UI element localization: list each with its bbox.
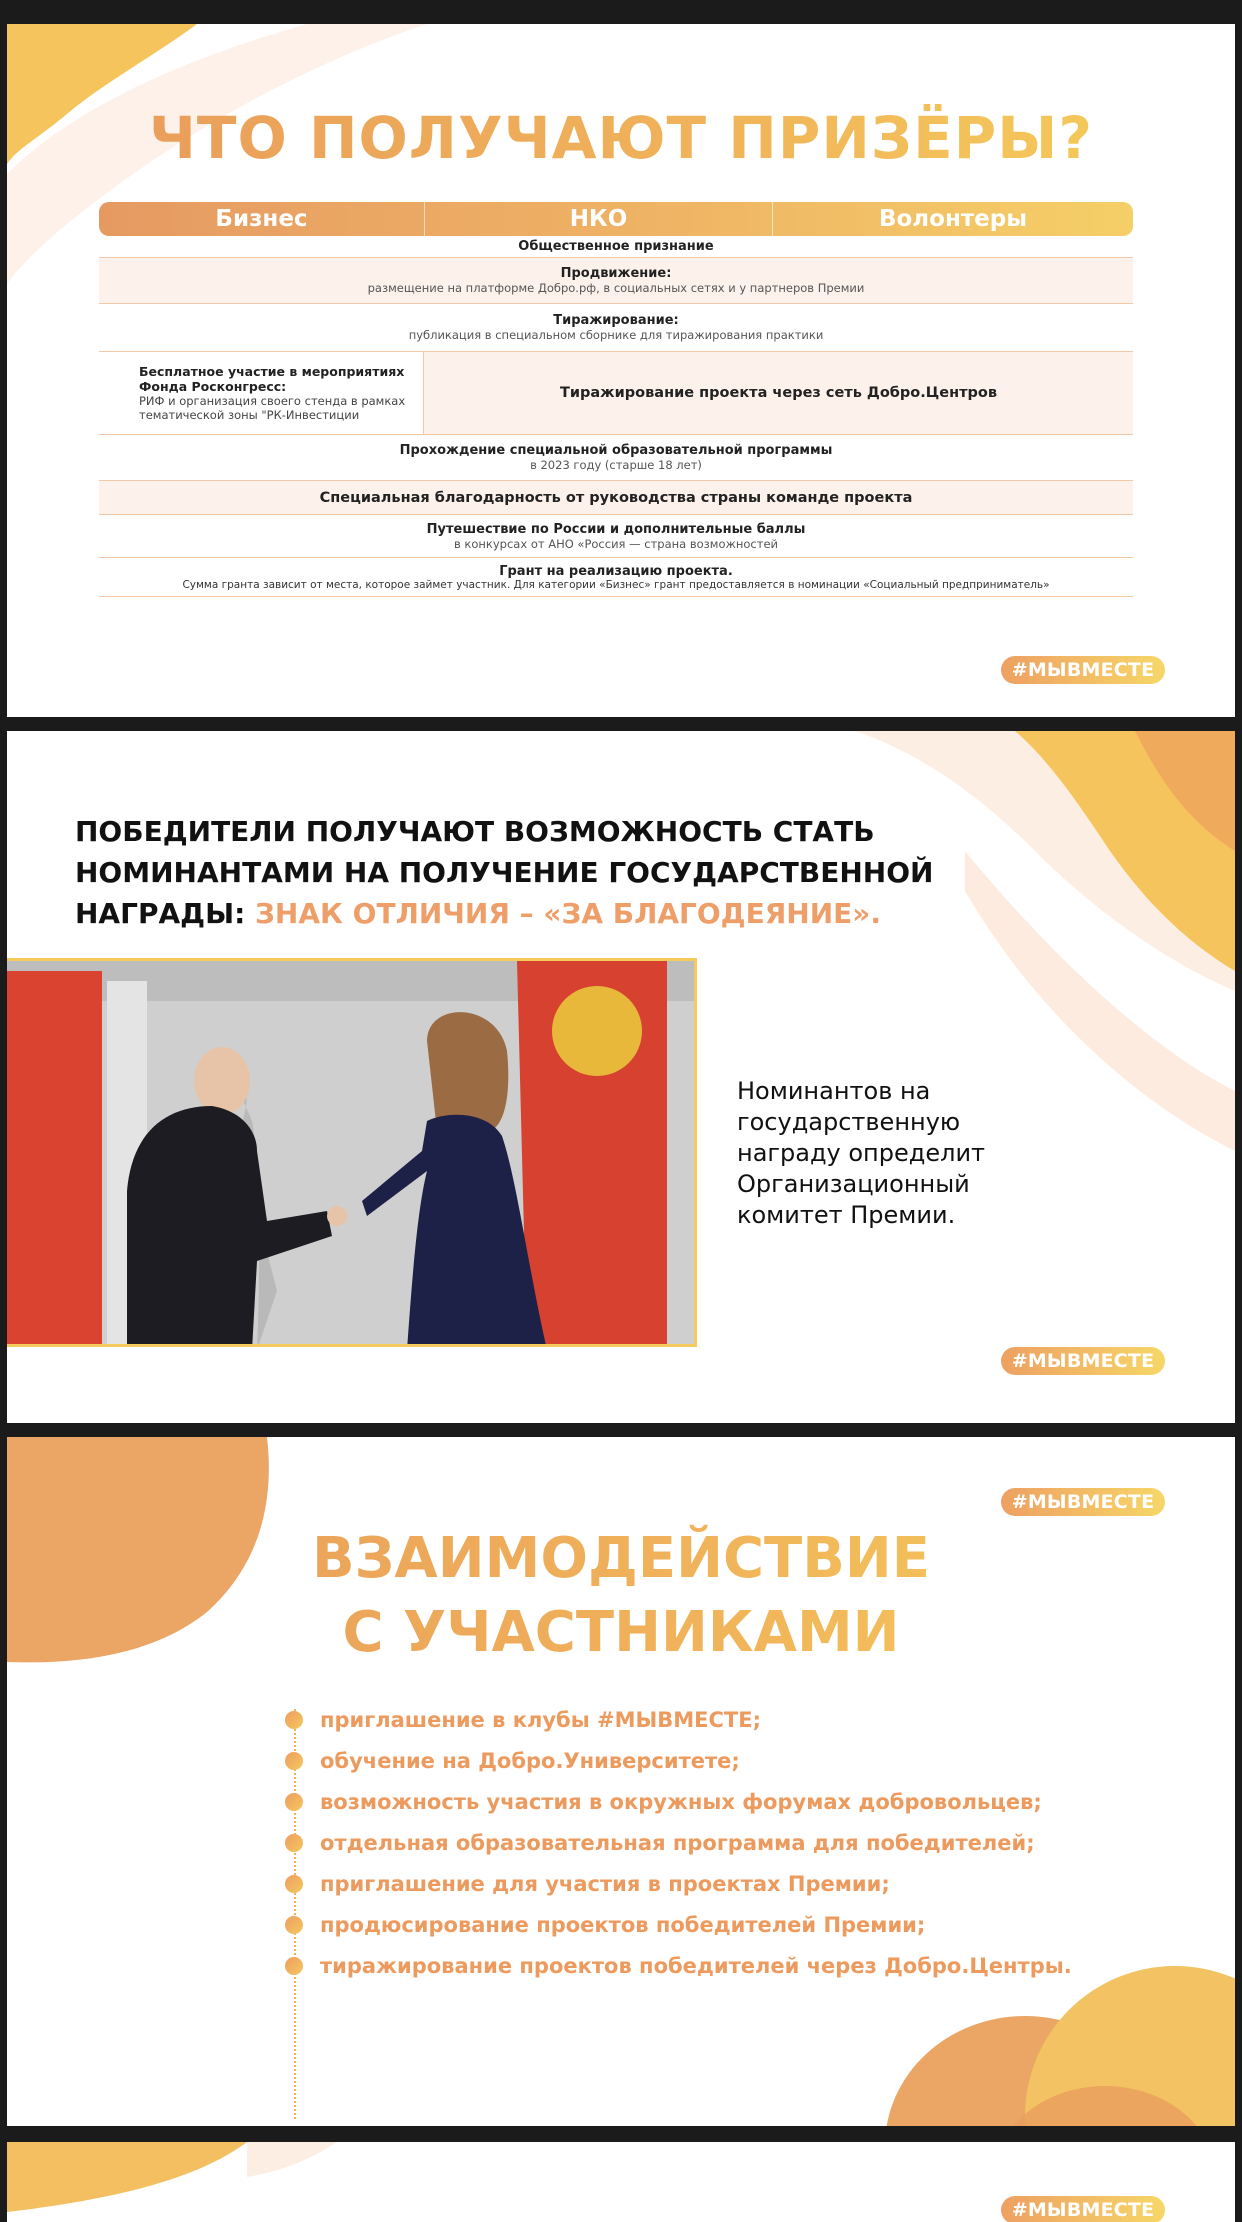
row-recognition: Общественное признание	[518, 239, 714, 254]
decor-top-left	[7, 2142, 337, 2222]
list-item: возможность участия в окружных форумах добровольцев;	[285, 1781, 1185, 1822]
nominees-note: Номинантов на государственную награду определит Организационный комитет Премии.	[737, 1077, 986, 1229]
table-row	[99, 515, 1133, 558]
interaction-list	[285, 1699, 1185, 1986]
bullet-dot-icon	[285, 1793, 303, 1811]
row-replication-title: Тиражирование:	[553, 313, 679, 328]
list-item: тиражирование проектов победителей через Добро.Центры.	[285, 1945, 1185, 1986]
list-item: отдельная образовательная программа для победителей;	[285, 1822, 1185, 1863]
title-line-2: С УЧАСТНИКАМИ	[342, 1600, 900, 1665]
bullet-dot-icon	[285, 1875, 303, 1893]
table-row	[99, 481, 1133, 515]
row-program-text: в 2023 году (старше 18 лет)	[530, 458, 702, 472]
slide-prizes	[7, 24, 1235, 717]
row-split-left	[99, 352, 424, 434]
table-row	[99, 558, 1133, 597]
row-grant-text: Сумма гранта зависит от места, которое займет участник. Для категории «Бизнес» грант предоставляется в номинации «Социальный предприниматель»	[182, 578, 1050, 591]
bullet-dot-icon	[285, 1834, 303, 1852]
bullet-dot-icon	[285, 1711, 303, 1729]
table-header	[99, 202, 1133, 236]
row-grant-title: Грант на реализацию проекта.	[499, 563, 733, 579]
photo-illustration	[7, 961, 697, 1347]
award-heading	[75, 811, 995, 934]
row-travel-title: Путешествие по России и дополнительные баллы	[426, 521, 806, 537]
row-travel-text: в конкурсах от АНО «Россия — страна возможностей	[454, 536, 778, 551]
slide-next-partial	[7, 2142, 1235, 2222]
row-split-left-text: РИФ и организация своего стенда в рамках тематической зоны "РК-Инвестиции	[139, 394, 406, 422]
slide-state-award	[7, 731, 1235, 1423]
table-row	[99, 258, 1133, 304]
bullet-dot-icon	[285, 1752, 303, 1770]
row-promotion-text: размещение на платформе Добро.рф, в социальных сетях и у партнеров Премии	[367, 281, 865, 295]
award-heading-accent: ЗНАК ОТЛИЧИЯ – «ЗА БЛАГОДЕЯНИЕ».	[255, 897, 882, 930]
row-split-right: Тиражирование проекта через сеть Добро.Центров	[424, 352, 1133, 434]
column-business: Бизнес	[99, 202, 425, 236]
table-row	[99, 304, 1133, 352]
row-split-left-title: Бесплатное участие в мероприятиях Фонда Росконгресс:	[139, 364, 405, 394]
list-item: приглашение для участия в проектах Премии;	[285, 1863, 1185, 1904]
hashtag-badge: #МЫВМЕСТЕ	[1001, 656, 1165, 684]
bullet-dot-icon	[285, 1957, 303, 1975]
list-item: приглашение в клубы #МЫВМЕСТЕ;	[285, 1699, 1185, 1740]
list-item: обучение на Добро.Университете;	[285, 1740, 1185, 1781]
award-ceremony-photo	[7, 958, 697, 1347]
row-replication-text: публикация в специальном сборнике для тиражирования практики	[408, 328, 824, 342]
list-item: продюсирование проектов победителей Премии;	[285, 1904, 1185, 1945]
hashtag-badge: #МЫВМЕСТЕ	[1001, 1347, 1165, 1375]
award-heading-main: ПОБЕДИТЕЛИ ПОЛУЧАЮТ ВОЗМОЖНОСТЬ СТАТЬ НОМИНАНТАМИ НА ПОЛУЧЕНИЕ ГОСУДАРСТВЕННОЙ НАГРАДЫ:	[75, 815, 934, 930]
column-volunteers: Волонтеры	[878, 206, 1028, 232]
row-promotion-title: Продвижение:	[560, 266, 672, 281]
table-row	[99, 236, 1133, 258]
hashtag-badge: #МЫВМЕСТЕ	[1001, 2196, 1165, 2222]
column-nko: НКО	[425, 202, 773, 236]
table-row	[99, 435, 1133, 481]
prizes-table	[99, 202, 1133, 597]
page-title	[7, 1522, 1235, 1670]
title-line-1: ВЗАИМОДЕЙСТВИЕ	[311, 1526, 931, 1591]
hashtag-badge: #МЫВМЕСТЕ	[1001, 1488, 1165, 1516]
bullet-dot-icon	[285, 1916, 303, 1934]
slide-interaction	[7, 1437, 1235, 2126]
row-thanks: Специальная благодарность от руководства страны команде проекта	[319, 489, 913, 506]
page-title: ЧТО ПОЛУЧАЮТ ПРИЗЁРЫ?	[7, 104, 1235, 172]
table-row	[99, 352, 1133, 435]
row-program-title: Прохождение специальной образовательной программы	[399, 443, 833, 458]
